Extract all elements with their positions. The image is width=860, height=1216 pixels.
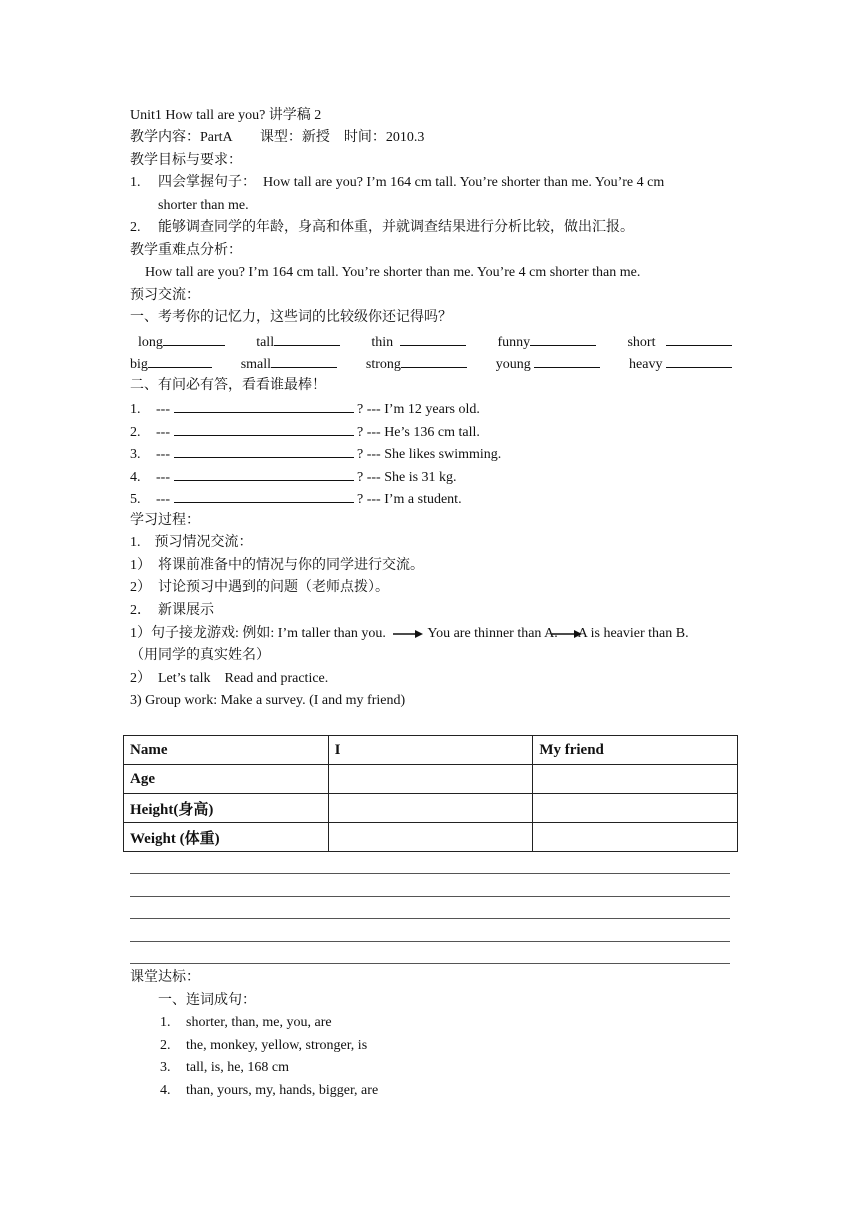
word-row-2 xyxy=(130,353,732,375)
game-example-b: You are thinner than A. xyxy=(427,626,558,641)
practice-item: 3. tall, is, he, 168 cm xyxy=(160,1060,290,1075)
table-cell[interactable] xyxy=(533,765,738,794)
word-blank: short xyxy=(627,331,732,353)
writing-line xyxy=(130,896,730,897)
process-heading: 学习过程： xyxy=(130,513,200,528)
table-header: Name xyxy=(124,736,329,765)
right-arrow-icon xyxy=(393,629,423,639)
word-blank: strong xyxy=(366,353,467,375)
process-step-1a: 1） 将课前准备中的情况与你的同学进行交流。 xyxy=(130,558,424,573)
word-blank: thin xyxy=(371,331,466,353)
table-cell[interactable] xyxy=(328,794,533,823)
goal-item-2 xyxy=(130,218,634,238)
word-blank: young xyxy=(496,353,601,375)
goal-number: 1. xyxy=(130,175,141,190)
table-cell[interactable] xyxy=(533,823,738,852)
practice-item: 1. shorter, than, me, you, are xyxy=(160,1015,332,1030)
process-step-2: 2． 新课展示 xyxy=(130,603,214,618)
word-blank: big xyxy=(130,353,212,375)
word-blank: small xyxy=(241,353,337,375)
word-blank: long xyxy=(130,331,225,353)
practice-subheading: 一、连词成句： xyxy=(158,993,256,1008)
practice-heading: 课堂达标： xyxy=(130,970,200,985)
word-blank: tall xyxy=(256,331,340,353)
qa-item: 4. --- ? --- She is 31 kg. xyxy=(130,466,457,488)
table-header-row xyxy=(124,736,738,765)
table-cell[interactable] xyxy=(533,794,738,823)
goal-item-1 xyxy=(130,173,664,193)
lets-talk: 2） Let’s talk Read and practice. xyxy=(130,671,329,686)
sentence-chain-game xyxy=(130,624,689,644)
difficulties-heading: 教学重难点分析： xyxy=(130,243,242,258)
qa-item: 3. --- ? --- She likes swimming. xyxy=(130,443,501,465)
writing-line xyxy=(130,941,730,942)
table-header: I xyxy=(328,736,533,765)
goal-text: 能够调查同学的年龄，身高和体重，并就调查结果进行分析比较，做出汇报。 xyxy=(158,220,634,235)
row-label: Height(身高) xyxy=(124,794,329,823)
preview-heading: 预习交流： xyxy=(130,288,200,303)
row-label: Weight (体重) xyxy=(124,823,329,852)
table-row xyxy=(124,823,738,852)
group-work: 3) Group work: Make a survey. (I and my friend) xyxy=(130,693,406,708)
survey-table xyxy=(123,735,738,852)
qa-item: 1. --- ? --- I’m 12 years old. xyxy=(130,398,480,420)
game-note: （用同学的真实姓名） xyxy=(130,648,270,663)
process-step-1: 1. 预习情况交流： xyxy=(130,535,253,550)
part2-heading: 二、有问必有答，看看谁最棒！ xyxy=(130,378,326,393)
difficulties-text: How tall are you? I’m 164 cm tall. You’re shorter than me. You’re 4 cm shorter than me. xyxy=(145,265,641,280)
qa-item: 2. --- ? --- He’s 136 cm tall. xyxy=(130,421,480,443)
practice-item: 4. than, yours, my, hands, bigger, are xyxy=(160,1083,379,1098)
part1-heading: 一、考考你的记忆力，这些词的比较级你还记得吗？ xyxy=(130,310,452,325)
table-header: My friend xyxy=(533,736,738,765)
writing-line xyxy=(130,873,730,874)
writing-line xyxy=(130,963,730,964)
writing-line xyxy=(130,918,730,919)
process-step-1b: 2） 讨论预习中遇到的问题（老师点拨）。 xyxy=(130,580,389,595)
document-title: Unit1 How tall are you? 讲学稿 2 xyxy=(130,108,322,123)
table-cell[interactable] xyxy=(328,823,533,852)
row-label: Age xyxy=(124,765,329,794)
lesson-info: 教学内容：PartA 课型：新授 时间：2010.3 xyxy=(130,130,425,145)
game-example-a: 1）句子接龙游戏: 例如: I’m taller than you. xyxy=(130,626,386,641)
goals-heading: 教学目标与要求： xyxy=(130,153,242,168)
word-blank: heavy xyxy=(629,353,732,375)
goal-number: 2. xyxy=(130,220,141,235)
word-row-1 xyxy=(130,331,732,353)
table-row xyxy=(124,765,738,794)
game-example-c: A is heavier than B. xyxy=(577,626,689,641)
goal-text: 四会掌握句子： How tall are you? I’m 164 cm tall. You’re shorter than me. You’re 4 cm xyxy=(158,175,665,190)
practice-item: 2. the, monkey, yellow, stronger, is xyxy=(160,1038,368,1053)
qa-item: 5. --- ? --- I’m a student. xyxy=(130,488,462,510)
word-blank: funny xyxy=(498,331,597,353)
goal-item-1-continued: shorter than me. xyxy=(158,198,249,213)
table-row xyxy=(124,794,738,823)
table-cell[interactable] xyxy=(328,765,533,794)
